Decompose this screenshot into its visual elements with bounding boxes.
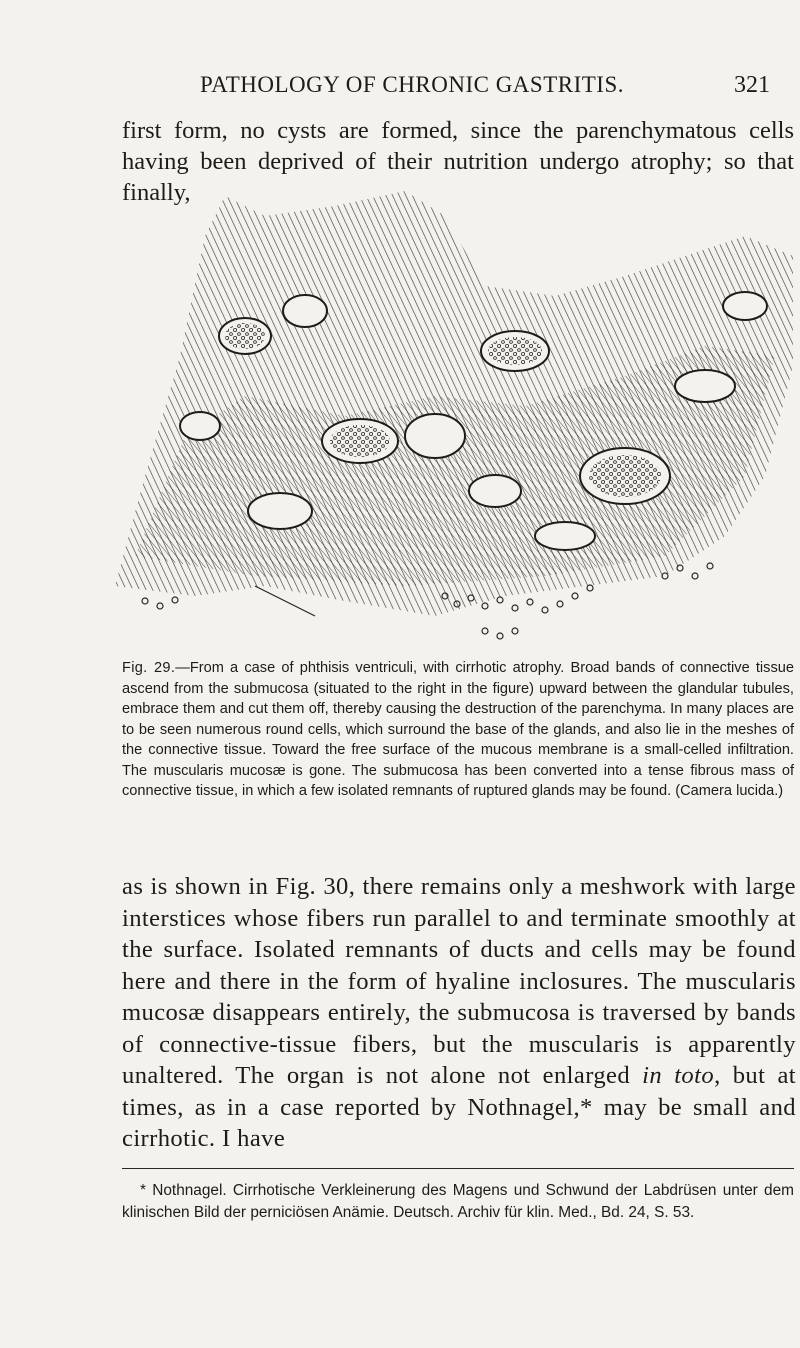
figure-label: Fig. 29. bbox=[122, 660, 176, 676]
footnote-text: * Nothnagel. Cirrhotische Verkleinerung des Magens und Schwund der Labdrüsen unter dem klinischen Bild der perniciösen Anämie. Deutsch. Archiv für klin. Med., Bd. 24, S. 53. bbox=[122, 1182, 794, 1221]
footnote-divider bbox=[122, 1168, 794, 1169]
page-number: 321 bbox=[734, 72, 770, 98]
body-text-part1: as is shown in Fig. 30, there remains only a meshwork with large interstices whose fibers run parallel to and terminate smoothly at the surface. Isolated remnants of ducts and cells may be found here and there in the form of hyaline inclosures. The muscularis mucosæ disappears entirely, the submucosa is traversed by bands of connective-tissue fibers, but the muscularis is apparently unaltered. The organ is not alone not enlarged bbox=[122, 873, 796, 1089]
body-paragraph bbox=[122, 871, 796, 1155]
running-header bbox=[200, 72, 770, 108]
figure-caption-text: —From a case of phthisis ventriculi, with cirrhotic atrophy. Broad bands of connective tissue ascend from the submucosa (situated to the right in the figure) upward between the glandular tubules, embrace them and cut them off, thereby causing the destruction of the parenchyma. In many places are to be seen numerous round cells, which surround the base of the glands, and also lie in the meshes of the connective tissue. Toward the free surface of the mucous membrane is a small-celled infiltration. The muscularis mucosæ is gone. The submucosa has been converted into a tense fibrous mass of connective tissue, in which a few isolated remnants of ruptured glands may be found. (Camera lucida.) bbox=[122, 660, 794, 799]
top-paragraph: first form, no cysts are formed, since the parenchymatous cells having been deprived of their nutrition undergo atrophy; so that finally, bbox=[122, 117, 794, 206]
histology-illustration bbox=[105, 176, 795, 646]
body-text-italic: in toto bbox=[642, 1062, 715, 1089]
histology-figure bbox=[105, 176, 795, 646]
figure-caption bbox=[122, 658, 794, 802]
body-text-part2: , but at times, as in a case reported by Nothnagel,* may be small and cirrhotic. I have bbox=[122, 1062, 796, 1152]
footnote bbox=[122, 1180, 794, 1223]
running-title: PATHOLOGY OF CHRONIC GASTRITIS. bbox=[200, 72, 625, 97]
